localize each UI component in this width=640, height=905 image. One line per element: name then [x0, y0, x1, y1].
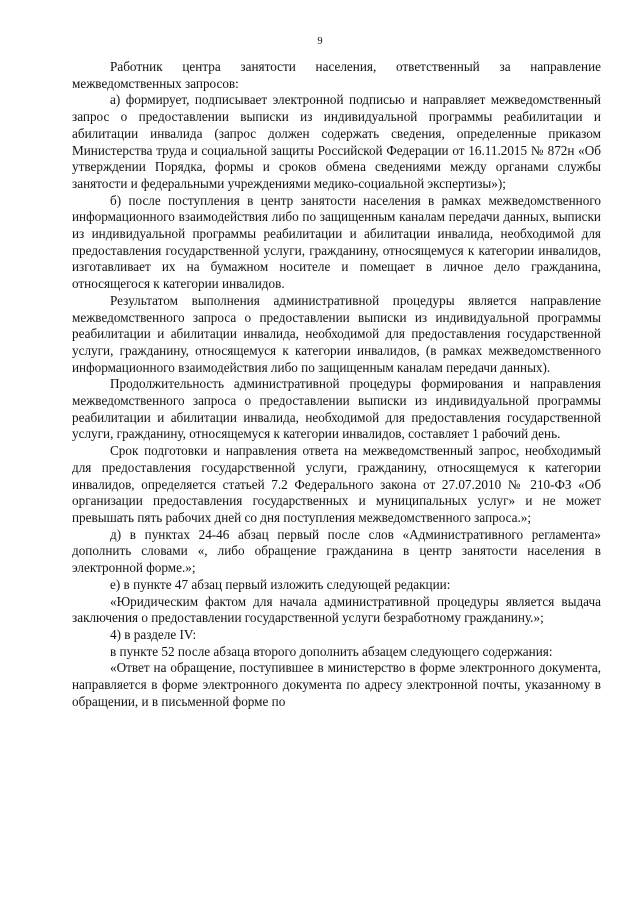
paragraph: Результатом выполнения административной процедуры является направление межведомственного запроса о предоставлении выписки из индивидуальной программы реабилитации и абилитации инвалида, необходимой для предоставления государственной услуги, гражданину, относящемуся к категории инвалидов, (в рамках межведомственного информационного взаимодействия либо по защищенным каналам передачи данных).	[72, 292, 601, 375]
paragraph: Работник центра занятости населения, ответственный за направление межведомственных запросов:	[72, 59, 601, 91]
paragraph: в пункте 52 после абзаца второго дополнить абзацем следующего содержания:	[110, 643, 553, 659]
paragraph: д) в пунктах 24-46 абзац первый после слов «Административного регламента» дополнить словами «, либо обращение гражданина в центр занятости населения в электронной форме.»;	[72, 526, 601, 576]
paragraph: «Ответ на обращение, поступившее в министерство в форме электронного документа, направляется в форме электронного документа по адресу электронной почты, указанному в обращении, и в письменной форме по	[72, 660, 601, 709]
page-number: 9	[317, 36, 323, 47]
paragraph: е) в пункте 47 абзац первый изложить следующей редакции:	[110, 576, 451, 592]
document-body	[72, 59, 601, 710]
paragraph: Срок подготовки и направления ответа на межведомственный запрос, необходимый для предоставления государственной услуги, гражданину, относящемуся к категории инвалидов, определяется статьей 7.2 Федерального закона от 27.07.2010 № 210-ФЗ «Об организации предоставления государственных и муниципальных услуг» и не может превышать пять рабочих дней со дня поступления межведомственного запроса.»;	[72, 443, 601, 525]
paragraph: «Юридическим фактом для начала административной процедуры является выдача заключения о предоставлении государственной услуги безработному гражданину.»;	[72, 593, 601, 626]
paragraph: 4) в разделе IV:	[110, 626, 197, 642]
paragraph: Продолжительность административной процедуры формирования и направления межведомственного запроса о предоставлении выписки из индивидуальной программы реабилитации и абилитации инвалида, необходимой для предоставления государственной услуги, гражданину, относящемуся к категории инвалидов, составляет 1 рабочий день.	[72, 376, 601, 442]
paragraph: а) формирует, подписывает электронной подписью и направляет межведомственный запрос о предоставлении выписки из индивидуальной программы реабилитации и абилитации инвалида (запрос должен содержать сведения, определенные приказом Министерства труда и социальной защиты Российской Федерации от 16.11.2015 № 872н «Об утверждении Порядка, формы и сроков обмена сведениями между органами службы занятости и федеральными учреждениями медико-социальной экспертизы»);	[72, 92, 601, 191]
paragraph: б) после поступления в центр занятости населения в рамках межведомственного информационного взаимодействия либо по защищенным каналам передачи данных, выписки из индивидуальной программы реабилитации и абилитации инвалида, необходимой для предоставления государственной услуги, гражданину, относящемуся к категории инвалидов, изготавливает их на бумажном носителе и помещает в личное дело гражданина, относящегося к категории инвалидов.	[72, 192, 601, 292]
